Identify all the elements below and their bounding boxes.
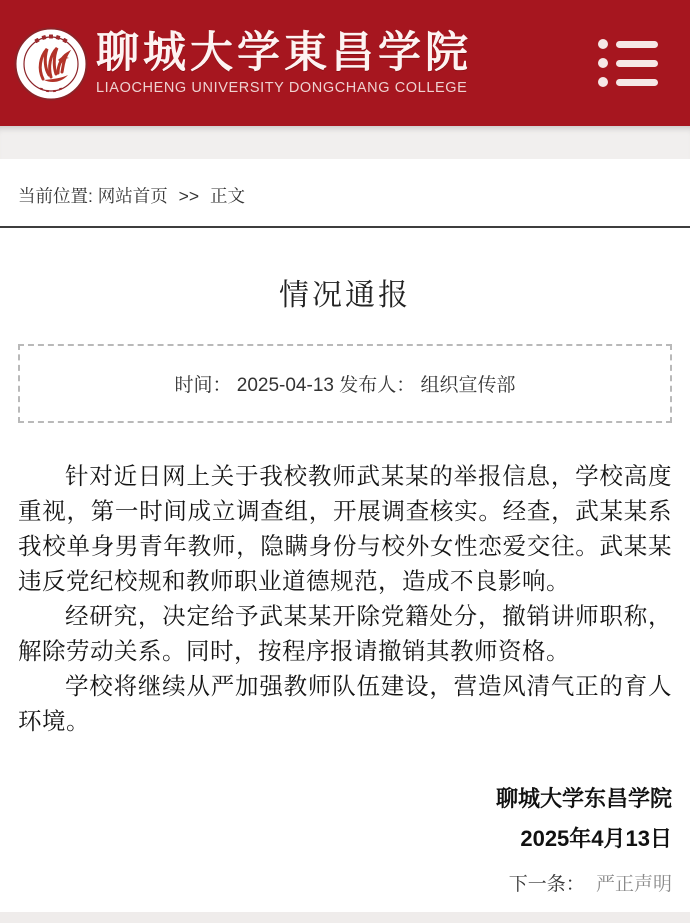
article-paragraph: 经研究，决定给予武某某开除党籍处分，撤销讲师职称，解除劳动关系。同时，按程序报请撤销其教师资格。 bbox=[18, 603, 672, 664]
list-menu-icon bbox=[598, 39, 658, 87]
breadcrumb-divider bbox=[0, 226, 690, 228]
article-title: 情况通报 bbox=[279, 279, 411, 312]
next-article-row bbox=[18, 869, 672, 896]
signature-date: 2025年4月13日 bbox=[520, 826, 672, 851]
subheader-band bbox=[0, 126, 690, 159]
bottom-strip bbox=[0, 912, 690, 923]
brand-home-link[interactable] bbox=[14, 25, 472, 101]
breadcrumb-label: 当前位置: bbox=[18, 186, 93, 206]
article bbox=[0, 270, 690, 896]
site-header bbox=[0, 0, 690, 126]
brand-text bbox=[96, 30, 472, 96]
article-paragraph: 学校将继续从严加强教师队伍建设，营造风清气正的育人环境。 bbox=[18, 673, 672, 734]
article-body bbox=[18, 459, 672, 739]
breadcrumb-separator: >> bbox=[178, 186, 200, 206]
article-meta-box bbox=[18, 344, 672, 423]
breadcrumb-current: 正文 bbox=[209, 186, 245, 206]
article-paragraph: 针对近日网上关于我校教师武某某的举报信息，学校高度重视，第一时间成立调查组，开展调查核实。经查，武某某系我校单身男青年教师，隐瞒身份与校外女性恋爱交往。武某某违反党纪校规和教师职业道德规范，造成不良影响。 bbox=[18, 463, 672, 594]
breadcrumb-home-link[interactable]: 网站首页 bbox=[97, 186, 168, 206]
article-meta-text: 时间： 2025-04-13 发布人： 组织宣传部 bbox=[174, 375, 516, 396]
university-name-en: LIAOCHENG UNIVERSITY DONGCHANG COLLEGE bbox=[96, 80, 468, 97]
breadcrumb bbox=[0, 159, 690, 226]
menu-button[interactable] bbox=[594, 35, 662, 91]
university-name-zh: 聊城大学東昌学院 bbox=[96, 29, 472, 77]
next-article-label: 下一条： bbox=[508, 874, 585, 895]
signature-org: 聊城大学东昌学院 bbox=[495, 786, 672, 811]
university-seal-icon bbox=[14, 27, 88, 101]
article-signature-block bbox=[18, 779, 672, 859]
next-article-link[interactable]: 严正声明 bbox=[595, 874, 672, 895]
